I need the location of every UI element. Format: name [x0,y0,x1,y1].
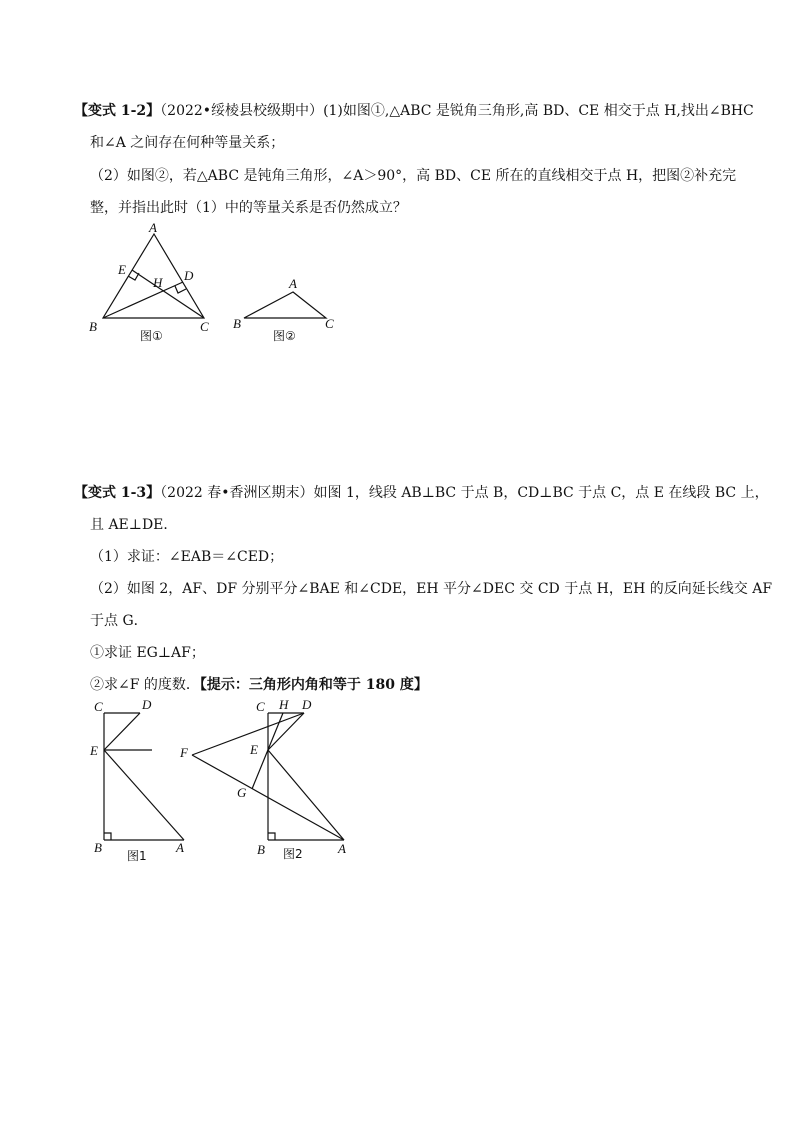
problem1-line3: （2）如图②，若△ABC 是钝角三角形，∠A＞90°，高 BD、CE 所在的直线相交于点 H，把图②补充完 [90,168,737,184]
figure-1 [89,697,184,863]
problem2-line3: （1）求证：∠EAB＝∠CED； [90,549,284,565]
problem2-source: （2022 春•香洲区期末） [160,485,314,501]
fig1-label-c: C [94,699,103,714]
segment-ed [104,713,140,750]
problem2-question2: ②求∠F 的度数． [90,677,200,693]
fig2-label-b: B [257,842,265,857]
problem2-figures [80,695,380,865]
fig1-caption: 图1 [127,849,147,863]
altitude-bd [103,282,183,318]
fig2-label-d: D [302,697,312,712]
right-angle-b [268,833,275,840]
right-angle-b [104,833,111,840]
problem1-text1: (1)如图①,△ABC 是锐角三角形,高 BD、CE 相交于点 H,找出∠BHC [323,103,754,119]
fig2-label-c: C [325,316,334,331]
fig2-label-c: C [256,699,265,714]
problem2-line6: ①求证 EG⊥AF； [90,645,205,661]
fig2-label-b: B [233,316,241,331]
fig1-label-h: H [153,275,163,290]
fig2-label-h: H [279,697,289,712]
problem1-line1 [74,101,754,121]
fig1-label-c: C [200,319,209,334]
problem2-line4: （2）如图 2，AF、DF 分别平分∠BAE 和∠CDE，EH 平分∠DEC 交 CD 于点 H，EH 的反向延长线交 AF [90,581,773,597]
problem1-line4: 整，并指出此时（1）中的等量关系是否仍然成立？ [90,200,407,216]
fig1-label-a: A [149,222,157,235]
fig2-label-a: A [289,276,297,291]
fig2-label-f: F [180,745,188,760]
fig2-label-e: E [250,742,258,757]
figure-1 [89,222,209,343]
problem2-line1 [74,483,769,503]
problem1-figures [80,222,440,352]
fig1-label-e: E [90,743,98,758]
segment-ed [268,713,304,750]
fig1-label-b: B [94,840,102,855]
fig1-label-e: E [118,262,126,277]
problem1-line2: 和∠A 之间存在何种等量关系； [90,135,285,151]
obtuse-triangle-abc [244,292,326,318]
fig1-label-b: B [89,319,97,334]
segment-ea [268,750,344,840]
problem2-line7 [90,675,428,695]
problem1-label: 【变式 1-2】 [74,103,161,119]
fig2-label-g: G [237,785,247,800]
fig2-caption: 图2 [283,847,303,861]
problem2-text1: 如图 1，线段 AB⊥BC 于点 B，CD⊥BC 于点 C，点 E 在线段 BC 上， [313,485,769,501]
fig2-caption: 图② [273,329,296,343]
fig1-caption: 图① [140,329,163,343]
problem2-line2: 且 AE⊥DE． [90,517,178,533]
problem2-hint: 【提示：三角形内角和等于 180 度】 [199,677,428,693]
segment-ea [104,750,184,840]
problem1-source: （2022•绥棱县校级期中） [160,103,324,119]
problem2-label: 【变式 1-3】 [74,485,161,501]
segment-fd [192,713,304,755]
figure-2 [179,697,346,861]
figure-2 [233,276,334,343]
fig1-label-d: D [142,697,152,712]
right-angle-d [175,286,186,293]
fig2-label-a: A [338,841,346,856]
fig1-label-d: D [184,268,194,283]
fig1-label-a: A [176,840,184,855]
problem2-line5: 于点 G． [90,613,148,629]
